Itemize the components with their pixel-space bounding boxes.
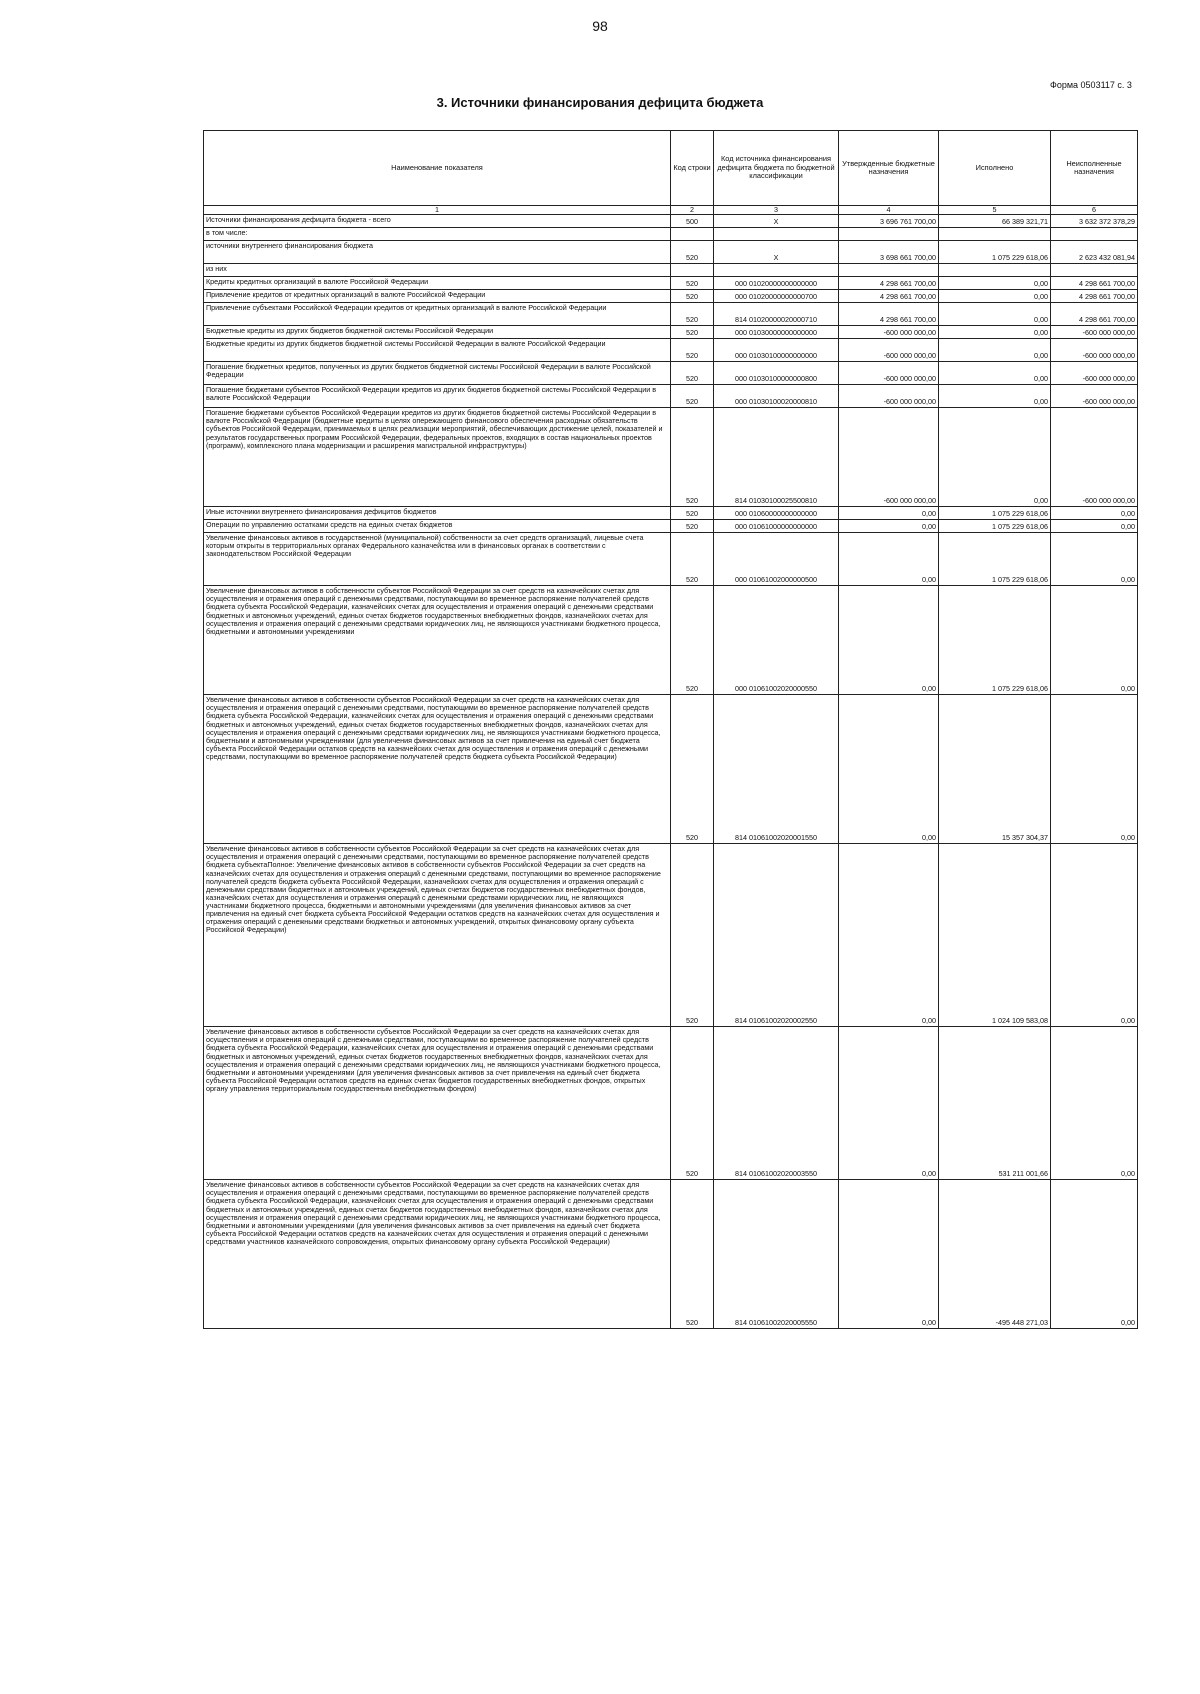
executed-amount: 0,00 (939, 385, 1051, 408)
source-code: 814 01061002020002550 (714, 844, 839, 1027)
source-code: 814 01020000020000710 (714, 303, 839, 326)
row-code: 520 (671, 844, 714, 1027)
row-code: 520 (671, 362, 714, 385)
source-code: 000 01030000000000000 (714, 326, 839, 339)
source-code: 000 01061000000000000 (714, 520, 839, 533)
approved-amount: 0,00 (839, 695, 939, 844)
approved-amount: 0,00 (839, 586, 939, 695)
approved-amount: -600 000 000,00 (839, 326, 939, 339)
indicator-name: Погашение бюджетами субъектов Российской Федерации кредитов из других бюджетов бюджетной системы Российской Федерации в валюте Российской Федерации (204, 385, 671, 408)
row-code: 520 (671, 1180, 714, 1329)
source-code: 000 01030100020000810 (714, 385, 839, 408)
unexecuted-amount: 0,00 (1051, 844, 1138, 1027)
unexecuted-amount: 4 298 661 700,00 (1051, 277, 1138, 290)
executed-amount: 0,00 (939, 277, 1051, 290)
table-row (204, 1180, 1138, 1329)
table-row (204, 339, 1138, 362)
indicator-name: Бюджетные кредиты из других бюджетов бюджетной системы Российской Федерации в валюте Российской Федерации (204, 339, 671, 362)
indicator-name: Кредиты кредитных организаций в валюте Российской Федерации (204, 277, 671, 290)
source-code: 000 01061002000000500 (714, 533, 839, 586)
source-code: X (714, 241, 839, 264)
header-row (204, 131, 1138, 206)
source-code: 000 01020000000000000 (714, 277, 839, 290)
row-code: 520 (671, 339, 714, 362)
approved-amount: 0,00 (839, 520, 939, 533)
indicator-name: Увеличение финансовых активов в государственной (муниципальной) собственности за счет средств организаций, лицевые счета которым открыты в территориальных органах Федерального казначейства или в финансовых органах в соответствии с законодательством Российской Федерации (204, 533, 671, 586)
row-code: 520 (671, 326, 714, 339)
unexecuted-amount: -600 000 000,00 (1051, 326, 1138, 339)
indicator-name: Увеличение финансовых активов в собственности субъектов Российской Федерации за счет средств на казначейских счетах для осуществления и отражения операций с денежными средствами, поступающими во временное распоряжение получателей средств бюджета субъекта Российской Федерации, казначейских счетах для осуществления и отражения операций с денежными средствами бюджетных и автономных учреждений, единых счетах бюджетов государственных внебюджетных фондов, казначейских счетах для осуществления и отражения операций с денежными средствами юридических лиц, не являющихся участниками бюджетного процесса, бюджетными и автономными учреждениями (для увеличения финансовых активов за счет привлечения на единый счет бюджета субъекта Российской Федерации остатков средств на казначейских счетах для осуществления и отражения операций с денежными средствами, поступающими во временное распоряжение получателей средств бюджета субъекта Российской Федерации) (204, 695, 671, 844)
table-row (204, 520, 1138, 533)
header-executed: Исполнено (939, 131, 1051, 206)
table-row (204, 241, 1138, 264)
sources-table (203, 130, 1138, 1329)
column-number: 5 (939, 206, 1051, 215)
indicator-name: в том числе: (204, 228, 671, 241)
row-code: 520 (671, 277, 714, 290)
unexecuted-amount: 2 623 432 081,94 (1051, 241, 1138, 264)
approved-amount: 3 696 761 700,00 (839, 215, 939, 228)
table-row (204, 507, 1138, 520)
indicator-name: Увеличение финансовых активов в собственности субъектов Российской Федерации за счет средств на казначейских счетах для осуществления и отражения операций с денежными средствами, поступающими во временное распоряжение получателей средств бюджета субъекта Российской Федерации, казначейских счетах для осуществления и отражения операций с денежными средствами бюджетных и автономных учреждений, единых счетах бюджетов государственных внебюджетных фондов, казначейских счетах для осуществления и отражения операций с денежными средствами юридических лиц, не являющихся участниками бюджетного процесса, бюджетными и автономными учреждениями (204, 586, 671, 695)
row-code: 520 (671, 695, 714, 844)
unexecuted-amount: 0,00 (1051, 533, 1138, 586)
approved-amount: 0,00 (839, 533, 939, 586)
unexecuted-amount: 4 298 661 700,00 (1051, 303, 1138, 326)
indicator-name: Погашение бюджетных кредитов, полученных из других бюджетов бюджетной системы Российской Федерации в валюте Российской Федерации (204, 362, 671, 385)
table-row (204, 290, 1138, 303)
row-code: 520 (671, 586, 714, 695)
indicator-name: источники внутреннего финансирования бюджета (204, 241, 671, 264)
executed-amount: 0,00 (939, 339, 1051, 362)
row-code: 500 (671, 215, 714, 228)
table-row (204, 277, 1138, 290)
table-row (204, 695, 1138, 844)
column-numbers-row (204, 206, 1138, 215)
header-source-code: Код источника финансирования дефицита бюджета по бюджетной классификации (714, 131, 839, 206)
executed-amount: 0,00 (939, 290, 1051, 303)
approved-amount: 4 298 661 700,00 (839, 277, 939, 290)
indicator-name: Иные источники внутреннего финансирования дефицитов бюджетов (204, 507, 671, 520)
approved-amount: -600 000 000,00 (839, 385, 939, 408)
source-code: 000 01060000000000000 (714, 507, 839, 520)
executed-amount: 1 075 229 618,06 (939, 586, 1051, 695)
executed-amount: 1 075 229 618,06 (939, 241, 1051, 264)
approved-amount: 0,00 (839, 507, 939, 520)
form-code: Форма 0503117 с. 3 (1050, 80, 1132, 90)
approved-amount: 4 298 661 700,00 (839, 290, 939, 303)
header-row-code: Код строки (671, 131, 714, 206)
source-code: 000 01020000000000700 (714, 290, 839, 303)
row-code: 520 (671, 520, 714, 533)
executed-amount: 0,00 (939, 303, 1051, 326)
source-code: X (714, 215, 839, 228)
approved-amount: 4 298 661 700,00 (839, 303, 939, 326)
indicator-name: Привлечение субъектами Российской Федерации кредитов от кредитных организаций в валюте Российской Федерации (204, 303, 671, 326)
source-code: 814 01061002020003550 (714, 1027, 839, 1180)
table-row (204, 215, 1138, 228)
indicator-name: Бюджетные кредиты из других бюджетов бюджетной системы Российской Федерации (204, 326, 671, 339)
executed-amount: 1 075 229 618,06 (939, 520, 1051, 533)
table-row (204, 326, 1138, 339)
unexecuted-amount: 0,00 (1051, 1180, 1138, 1329)
header-name: Наименование показателя (204, 131, 671, 206)
executed-amount: 66 389 321,71 (939, 215, 1051, 228)
approved-amount: 0,00 (839, 844, 939, 1027)
unexecuted-amount: 0,00 (1051, 507, 1138, 520)
indicator-name: Увеличение финансовых активов в собственности субъектов Российской Федерации за счет средств на казначейских счетах для осуществления и отражения операций с денежными средствами, поступающими во временное распоряжение получателей средств бюджета субъекта Российской Федерации, казначейских счетах для осуществления и отражения операций с денежными средствами бюджетных и автономных учреждений, единых счетах бюджетов государственных внебюджетных фондов, казначейских счетах для осуществления и отражения операций с денежными средствами юридических лиц, не являющихся участниками бюджетного процесса, бюджетными и автономными учреждениями (для увеличения финансовых активов за счет привлечения на единый счет бюджета субъекта Российской Федерации остатков средств на казначейских счетах для осуществления и отражения операций с денежными средствами участников казначейского сопровождения, открытых финансовому органу субъекта Российской Федерации) (204, 1180, 671, 1329)
executed-amount (939, 264, 1051, 277)
unexecuted-amount: -600 000 000,00 (1051, 385, 1138, 408)
table-row (204, 1027, 1138, 1180)
approved-amount (839, 228, 939, 241)
source-code (714, 264, 839, 277)
indicator-name: Источники финансирования дефицита бюджета - всего (204, 215, 671, 228)
column-number: 2 (671, 206, 714, 215)
executed-amount: 0,00 (939, 326, 1051, 339)
indicator-name: из них (204, 264, 671, 277)
unexecuted-amount: -600 000 000,00 (1051, 362, 1138, 385)
executed-amount: 531 211 001,66 (939, 1027, 1051, 1180)
source-code: 000 01030100000000800 (714, 362, 839, 385)
approved-amount: 0,00 (839, 1180, 939, 1329)
table-row (204, 586, 1138, 695)
unexecuted-amount (1051, 228, 1138, 241)
table-row (204, 303, 1138, 326)
column-number: 6 (1051, 206, 1138, 215)
source-code: 814 01030100025500810 (714, 408, 839, 507)
executed-amount: 1 075 229 618,06 (939, 507, 1051, 520)
approved-amount: -600 000 000,00 (839, 362, 939, 385)
row-code: 520 (671, 385, 714, 408)
column-number: 4 (839, 206, 939, 215)
row-code (671, 264, 714, 277)
executed-amount: 0,00 (939, 408, 1051, 507)
source-code: 814 01061002020005550 (714, 1180, 839, 1329)
executed-amount: 1 024 109 583,08 (939, 844, 1051, 1027)
table-row (204, 533, 1138, 586)
source-code: 000 01030100000000000 (714, 339, 839, 362)
indicator-name: Погашение бюджетами субъектов Российской Федерации кредитов из других бюджетов бюджетной системы Российской Федерации в валюте Российской Федерации (бюджетные кредиты в целях опережающего финансового обеспечения расходных обязательств субъектов Российской Федерации, принимаемых в целях реализации мероприятий, обеспечивающих достижение целей, показателей и результатов государственных программ Российской Федерации, федеральных проектов, входящих в состав национальных проектов (программ), комплексного плана модернизации и расширения магистральной инфраструктуры) (204, 408, 671, 507)
row-code: 520 (671, 408, 714, 507)
row-code: 520 (671, 290, 714, 303)
page-number: 98 (592, 18, 608, 34)
approved-amount: -600 000 000,00 (839, 339, 939, 362)
table-row (204, 228, 1138, 241)
executed-amount: 1 075 229 618,06 (939, 533, 1051, 586)
row-code: 520 (671, 507, 714, 520)
document-title: 3. Источники финансирования дефицита бюджета (436, 95, 764, 110)
unexecuted-amount: 4 298 661 700,00 (1051, 290, 1138, 303)
row-code: 520 (671, 241, 714, 264)
unexecuted-amount: -600 000 000,00 (1051, 408, 1138, 507)
indicator-name: Привлечение кредитов от кредитных организаций в валюте Российской Федерации (204, 290, 671, 303)
table-row (204, 264, 1138, 277)
column-number: 1 (204, 206, 671, 215)
unexecuted-amount: 3 632 372 378,29 (1051, 215, 1138, 228)
approved-amount (839, 264, 939, 277)
executed-amount: 0,00 (939, 362, 1051, 385)
row-code (671, 228, 714, 241)
row-code: 520 (671, 533, 714, 586)
table-row (204, 844, 1138, 1027)
table-row (204, 362, 1138, 385)
table-row (204, 385, 1138, 408)
executed-amount: 15 357 304,37 (939, 695, 1051, 844)
unexecuted-amount: 0,00 (1051, 520, 1138, 533)
executed-amount (939, 228, 1051, 241)
unexecuted-amount: 0,00 (1051, 695, 1138, 844)
unexecuted-amount: -600 000 000,00 (1051, 339, 1138, 362)
approved-amount: -600 000 000,00 (839, 408, 939, 507)
indicator-name: Увеличение финансовых активов в собственности субъектов Российской Федерации за счет средств на казначейских счетах для осуществления и отражения операций с денежными средствами, поступающими во временное распоряжение получателей средств бюджета субъектаПолное: Увеличение финансовых активов в собственности субъектов Российской Федерации за счет средств на казначейских счетах для осуществления и отражения операций с денежными средствами, поступающими во временное распоряжение получателей средств бюджета субъекта Российской Федерации, казначейских счетах для осуществления и отражения операций с денежными средствами бюджетных и автономных учреждений, единых счетах бюджетов государственных внебюджетных фондов, казначейских счетах для осуществления и отражения операций с денежными средствами юридических лиц, не являющихся участниками бюджетного процесса, бюджетными и автономными учреждениями (для увеличения финансовых активов за счет привлечения на единый счет бюджета субъекта Российской Федерации остатков средств на казначейских счетах для осуществления и отражения операций с денежными средствами бюджетных и автономных учреждений, открытых финансовому органу субъекта Российской Федерации) (204, 844, 671, 1027)
executed-amount: -495 448 271,03 (939, 1180, 1051, 1329)
header-approved: Утвержденные бюджетные назначения (839, 131, 939, 206)
indicator-name: Увеличение финансовых активов в собственности субъектов Российской Федерации за счет средств на казначейских счетах для осуществления и отражения операций с денежными средствами, поступающими во временное распоряжение получателей средств бюджета субъекта Российской Федерации, казначейских счетах для осуществления и отражения операций с денежными средствами бюджетных и автономных учреждений, единых счетах бюджетов государственных внебюджетных фондов, казначейских счетах для осуществления и отражения операций с денежными средствами юридических лиц, не являющихся участниками бюджетного процесса, бюджетными и автономными учреждениями (для увеличения финансовых активов за счет привлечения на единый счет бюджета субъекта Российской Федерации остатков средств на единых счетах бюджетов государственных внебюджетных фондов, открытых органу управления территориальным государственным внебюджетным фондом) (204, 1027, 671, 1180)
source-code: 000 01061002020000550 (714, 586, 839, 695)
column-number: 3 (714, 206, 839, 215)
unexecuted-amount: 0,00 (1051, 1027, 1138, 1180)
approved-amount: 0,00 (839, 1027, 939, 1180)
source-code: 814 01061002020001550 (714, 695, 839, 844)
row-code: 520 (671, 1027, 714, 1180)
header-unexecuted: Неисполненные назначения (1051, 131, 1138, 206)
unexecuted-amount: 0,00 (1051, 586, 1138, 695)
approved-amount: 3 698 661 700,00 (839, 241, 939, 264)
indicator-name: Операции по управлению остатками средств на единых счетах бюджетов (204, 520, 671, 533)
source-code (714, 228, 839, 241)
row-code: 520 (671, 303, 714, 326)
table-row (204, 408, 1138, 507)
unexecuted-amount (1051, 264, 1138, 277)
